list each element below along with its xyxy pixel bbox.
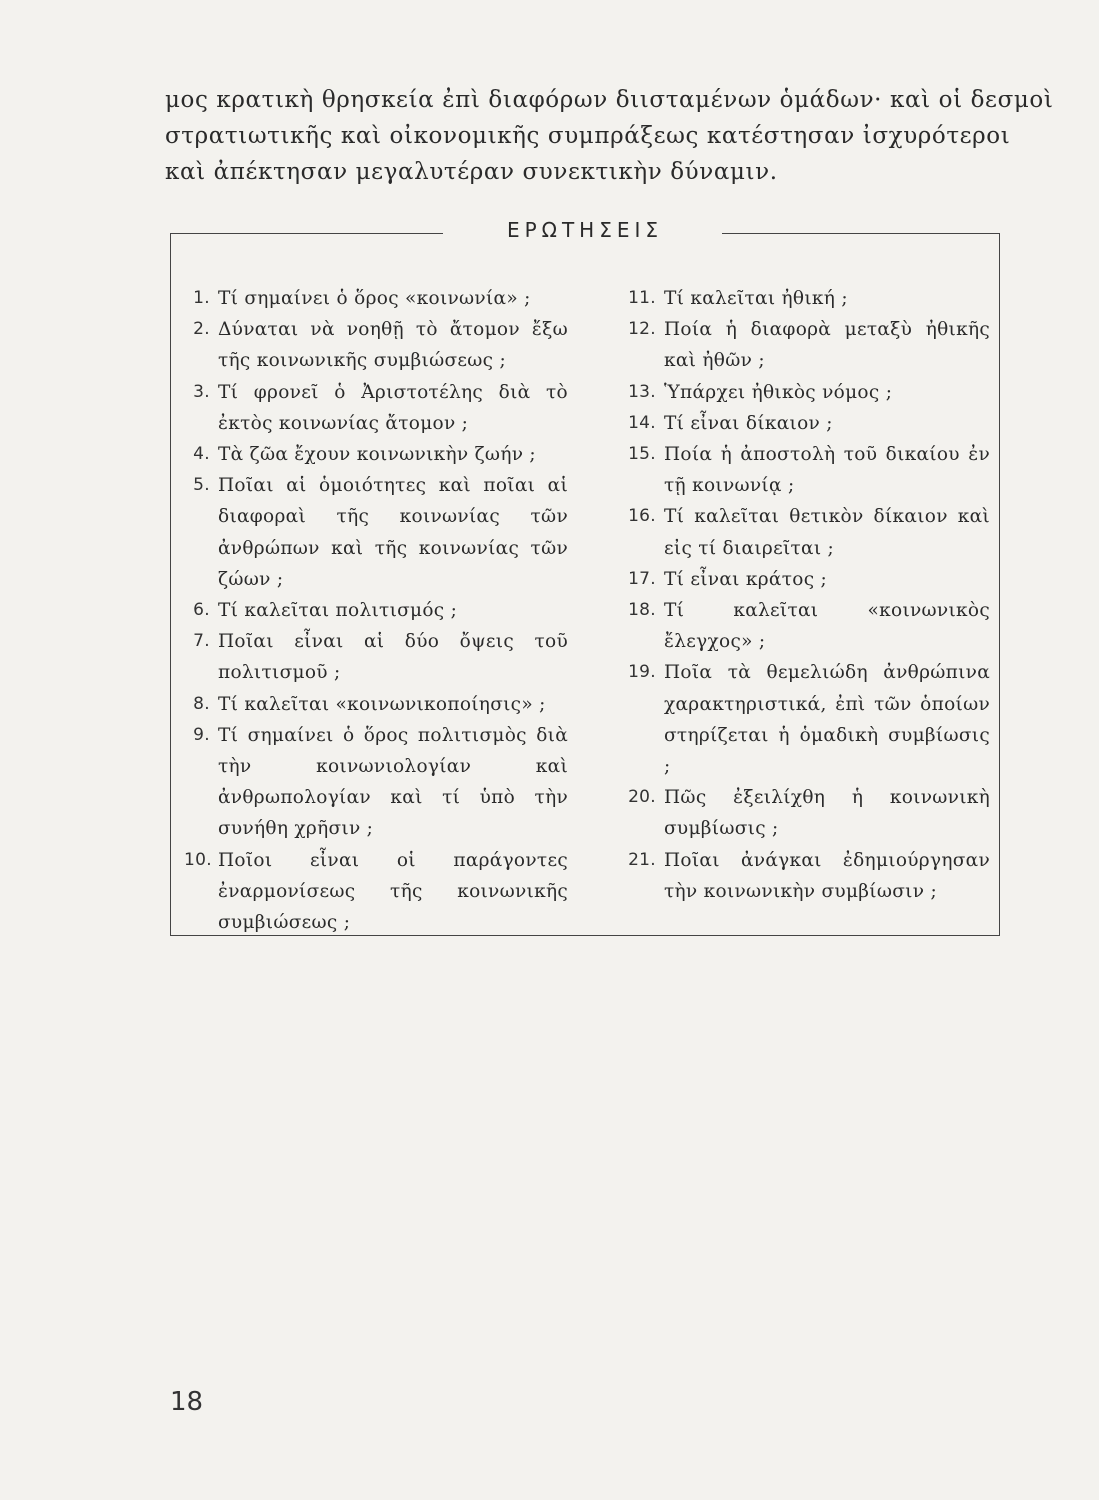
question-text: Τί εἶναι κράτος ;	[664, 568, 828, 590]
question-text: Ποία ἡ διαφορὰ μεταξὺ ἠθικῆς καὶ ἠθῶν ;	[664, 319, 990, 372]
question-item	[612, 439, 990, 501]
question-text: Τί σημαίνει ὁ ὅρος πολιτισμὸς διὰ τὴν κοινωνιολογίαν καὶ ἀνθρωπολογίαν καὶ τί ὑπὸ τὴν συνήθη χρῆσιν ;	[218, 724, 568, 840]
question-item	[612, 564, 990, 595]
questions-right-column	[612, 283, 990, 907]
questions-left-column	[184, 283, 568, 938]
question-text: Τί καλεῖται «κοινωνικὸς ἔλεγχος» ;	[664, 600, 990, 653]
question-item	[612, 377, 990, 408]
question-item	[184, 845, 568, 939]
question-text: Ποῖαι εἶναι αἱ δύο ὄψεις τοῦ πολιτισμοῦ ;	[218, 631, 568, 684]
question-item	[184, 470, 568, 595]
question-number: 10.	[184, 849, 212, 870]
question-text: Ποῖα τὰ θεμελιώδη ἀνθρώπινα χαρακτηριστικά, ἐπὶ τῶν ὁποίων στηρίζεται ἡ ὁμαδικὴ συμβίωσις ;	[664, 662, 990, 778]
question-text: Ποῖαι ἀνάγκαι ἐδημιούργησαν τὴν κοινωνικὴν συμβίωσιν ;	[664, 849, 990, 902]
question-text: Δύναται νὰ νοηθῇ τὸ ἄτομον ἔξω τῆς κοινωνικῆς συμβιώσεως ;	[218, 319, 568, 372]
question-number: 20.	[628, 787, 656, 808]
question-item	[184, 595, 568, 626]
question-text: Τί καλεῖται ἠθική ;	[664, 288, 848, 309]
question-text: Ποῖαι αἱ ὁμοιότητες καὶ ποῖαι αἱ διαφοραὶ τῆς κοινωνίας τῶν ἀνθρώπων καὶ τῆς κοινωνίας τῶν ζώων ;	[218, 475, 568, 590]
intro-paragraph	[165, 82, 1054, 190]
question-number: 7.	[193, 631, 210, 652]
question-item	[612, 782, 990, 844]
question-text: Τί εἶναι δίκαιον ;	[664, 412, 833, 434]
question-item	[612, 408, 990, 439]
question-text: Ὑπάρχει ἠθικὸς νόμος ;	[664, 381, 893, 403]
question-number: 3.	[193, 381, 210, 402]
intro-line: μος κρατικὴ θρησκεία ἐπὶ διαφόρων διισταμένων ὁμάδων· καὶ οἱ δεσμοὶ	[165, 87, 1054, 113]
question-number: 12.	[628, 319, 656, 340]
intro-line: στρατιωτικῆς καὶ οἰκονομικῆς συμπράξεως κατέστησαν ἰσχυρότεροι	[165, 123, 1011, 149]
questions-heading: ΕΡΩΤΗΣΕΙΣ	[506, 218, 664, 242]
question-item	[184, 720, 568, 845]
question-number: 2.	[193, 319, 210, 340]
question-item	[184, 377, 568, 439]
question-text: Πῶς ἐξειλίχθη ἡ κοινωνικὴ συμβίωσις ;	[664, 787, 990, 840]
question-number: 13.	[628, 381, 656, 402]
question-number: 18.	[628, 600, 656, 621]
question-number: 9.	[193, 724, 210, 745]
question-number: 16.	[628, 506, 656, 527]
question-number: 6.	[193, 600, 210, 621]
question-number: 5.	[193, 475, 210, 496]
question-item	[612, 314, 990, 376]
question-item	[184, 626, 568, 688]
question-item	[612, 501, 990, 563]
question-item	[184, 283, 568, 314]
question-item	[612, 657, 990, 782]
intro-line: καὶ ἀπέκτησαν μεγαλυτέραν συνεκτικὴν δύναμιν.	[165, 159, 778, 185]
question-number: 17.	[628, 568, 656, 589]
question-text: Τὰ ζῶα ἔχουν κοινωνικὴν ζωήν ;	[218, 444, 536, 466]
question-text: Ποῖοι εἶναι οἱ παράγοντες ἐναρμονίσεως τῆς κοινωνικῆς συμβιώσεως ;	[218, 849, 568, 934]
question-number: 1.	[193, 288, 210, 308]
question-number: 21.	[628, 849, 656, 870]
question-item	[612, 845, 990, 907]
question-item	[184, 439, 568, 470]
question-number: 8.	[193, 693, 210, 714]
question-number: 11.	[628, 288, 656, 308]
question-text: Τί καλεῖται πολιτισμός ;	[218, 600, 458, 622]
page-number: 18	[170, 1387, 204, 1417]
question-text: Ποία ἡ ἀποστολὴ τοῦ δικαίου ἐν τῇ κοινωνίᾳ ;	[664, 444, 990, 497]
question-item	[184, 689, 568, 720]
question-item	[612, 283, 990, 314]
question-number: 15.	[628, 444, 656, 465]
question-number: 4.	[193, 444, 210, 465]
question-item	[184, 314, 568, 376]
question-text: Τί σημαίνει ὁ ὅρος «κοινωνία» ;	[218, 288, 531, 309]
question-number: 14.	[628, 412, 656, 433]
question-text: Τί καλεῖται «κοινωνικοποίησις» ;	[218, 693, 546, 715]
question-text: Τί καλεῖται θετικὸν δίκαιον καὶ εἰς τί διαιρεῖται ;	[664, 506, 990, 559]
question-item	[612, 595, 990, 657]
question-number: 19.	[628, 662, 656, 683]
question-text: Τί φρονεῖ ὁ Ἀριστοτέλης διὰ τὸ ἐκτὸς κοινωνίας ἄτομον ;	[218, 381, 568, 434]
